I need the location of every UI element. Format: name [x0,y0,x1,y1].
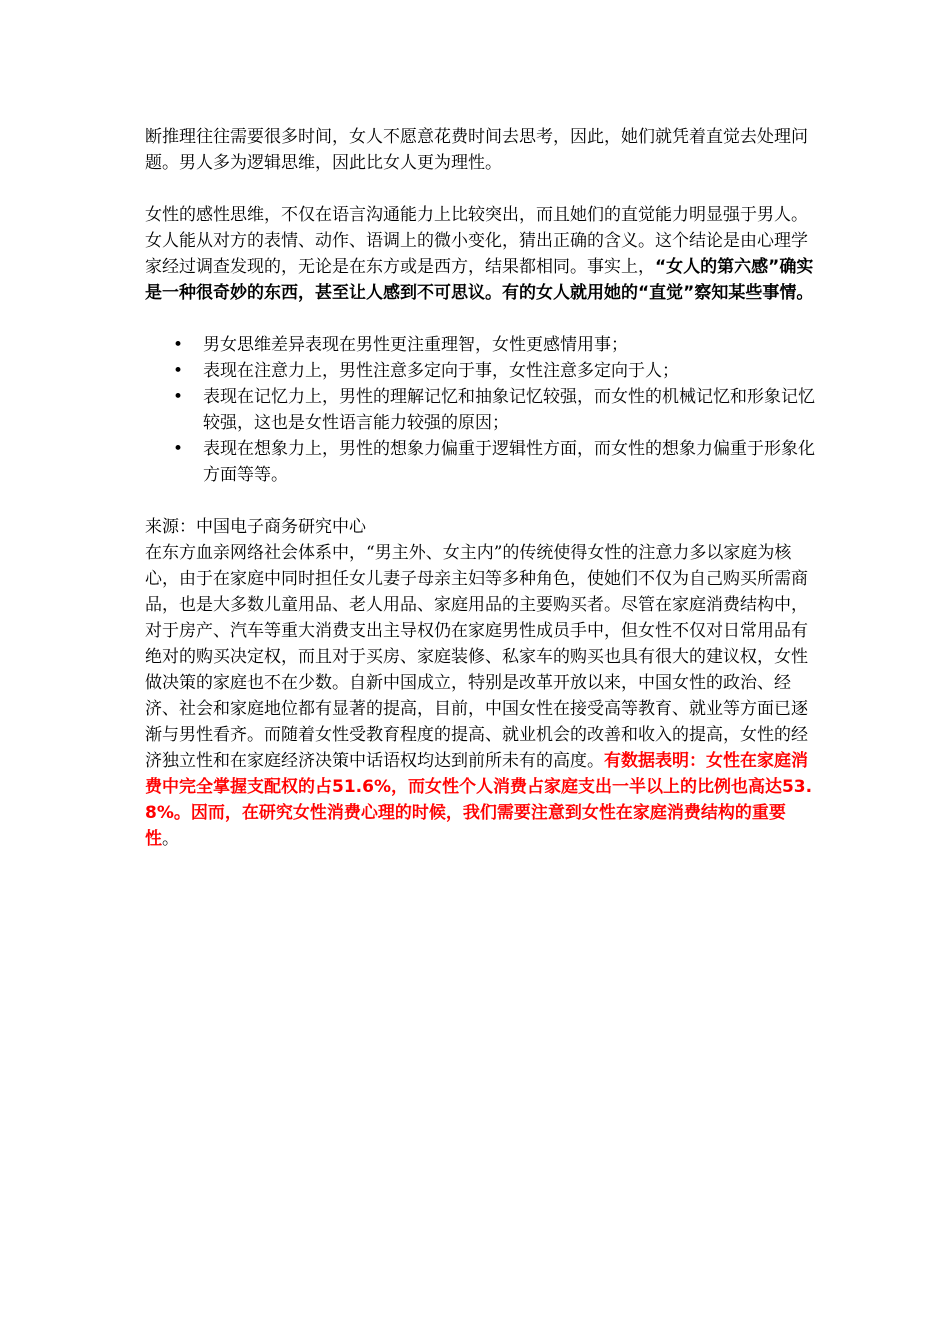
list-item [145,332,815,358]
list-item [145,358,815,384]
paragraph-text: 女性的感性思维，不仅在语言沟通能力上比较突出，而且她们的直觉能力明显强于男人。女人能从对方的表情、动作、语调上的微小变化，猜出正确的含义。这个结论是由心理学家经过调查发现的，无论是在东方或是西方，结果都相同。事实上， [145,205,808,277]
paragraph-text: 在东方血亲网络社会体系中，“男主外、女主内”的传统使得女性的注意力多以家庭为核心，由于在家庭中同时担任女儿妻子母亲主妇等多种角色，使她们不仅为自己购买所需商品，也是大多数儿童用品、老人用品、家庭用品的主要购买者。尽管在家庭消费结构中，对于房产、汽车等重大消费支出主导权仍在家庭男性成员手中，但女性不仅对日常用品有绝对的购买决定权，而且对于买房、家庭装修、私家车的购买也具有很大的建议权，女性做决策的家庭也不在少数。自新中国成立，特别是改革开放以来，中国女性的政治、经济、社会和家庭地位都有显著的提高，目前，中国女性在接受高等教育、就业等方面已逐渐与男性看齐。而随着女性受教育程度的提高、就业机会的改善和收入的提高，女性的经济独立性和在家庭经济决策中话语权均达到前所未有的高度。 [145,543,808,771]
bullet-icon: • [173,387,184,407]
paragraph-perceptual-thinking [145,202,815,306]
paragraph-intuition: 断推理往往需要很多时间，女人不愿意花费时间去思考，因此，她们就凭着直觉去处理问题。男人多为逻辑思维，因此比女人更为理性。 [145,127,808,173]
list-item [145,436,815,488]
paragraph-end-punctuation: 。 [162,829,179,849]
bullet-icon: • [173,335,184,355]
list-item [145,384,815,436]
list-item-text: 表现在注意力上，男性注意多定向于事，女性注意多定向于人； [203,361,679,381]
document-body [145,124,815,852]
paragraph-spacer [145,176,815,202]
list-item-text: 男女思维差异表现在男性更注重理智，女性更感情用事； [203,335,628,355]
red-highlight-text: 有数据表明：女性在家庭消费中完全掌握支配权的占51.6%，而女性个人消费占家庭支出一半以上的比例也高达53.8%。因而，在研究女性消费心理的时候，我们需要注意到女性在家庭消费结构的重要性 [145,751,813,849]
bold-highlight-text: “女人的第六感”确实是一种很奇妙的东西，甚至让人感到不可思议。有的女人就用她的“直觉”察知某些事情。 [145,257,814,303]
differences-bullet-list [145,332,815,488]
source-line: 来源：中国电子商务研究中心 [145,517,366,537]
list-item-text: 表现在想象力上，男性的想象力偏重于逻辑性方面，而女性的想象力偏重于形象化方面等等。 [203,439,815,485]
paragraph-spacer [145,306,815,332]
paragraph-family-consumption [145,540,815,852]
list-item-text: 表现在记忆力上，男性的理解记忆和抽象记忆较强，而女性的机械记忆和形象记忆较强，这也是女性语言能力较强的原因； [203,387,815,433]
bullet-icon: • [173,439,184,459]
bullet-icon: • [173,361,184,381]
paragraph-spacer [145,488,815,514]
